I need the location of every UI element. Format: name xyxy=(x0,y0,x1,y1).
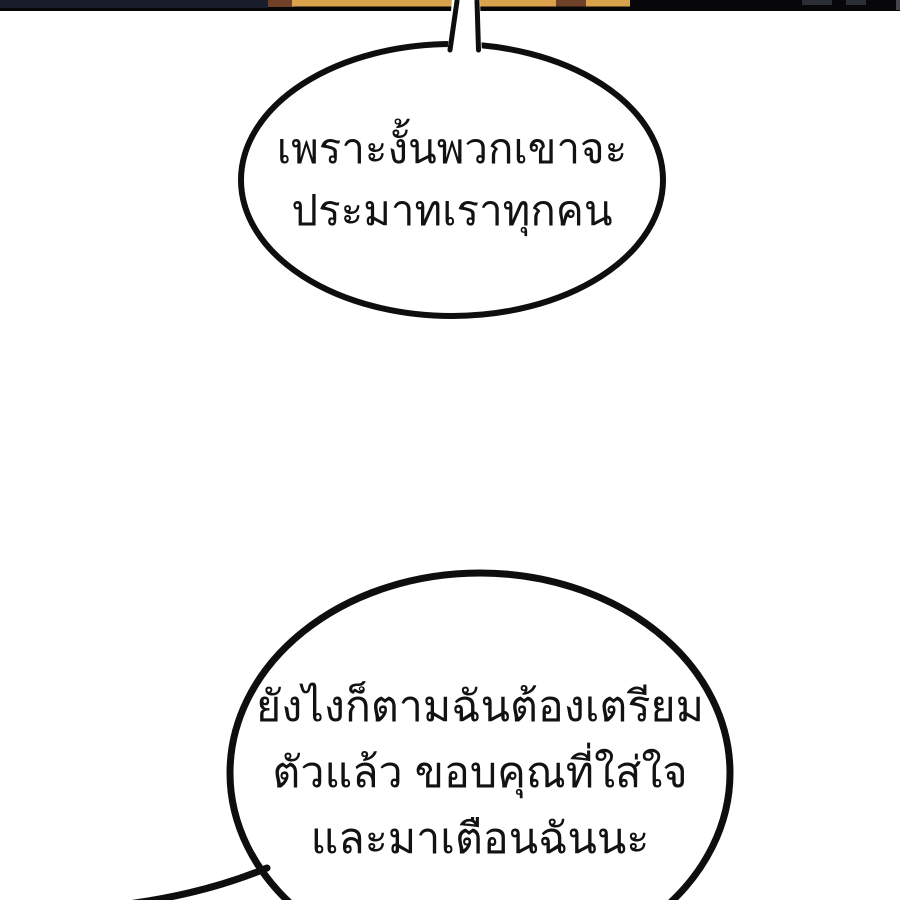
speech-text-line: ยังไงก็ตามฉันต้องเตรียม xyxy=(256,683,704,731)
strip-segment-gray-patch-2 xyxy=(846,0,866,5)
strip-segment-gold-right xyxy=(476,0,630,7)
speech-text-line: ประมาทเราทุกคน xyxy=(291,187,613,234)
strip-segment-gray-patch xyxy=(802,0,832,5)
tail-edge-right xyxy=(477,1,479,50)
speech-bubble-1-text xyxy=(242,48,662,312)
strip-segment-maroon-left xyxy=(268,0,294,7)
strip-segment-right-edge xyxy=(896,0,900,10)
strip-segment-navy xyxy=(0,0,268,8)
previous-panel-bottom-strip xyxy=(0,0,900,11)
speech-text-line: ตัวแล้ว ขอบคุณที่ใส่ใจ xyxy=(272,749,688,797)
strip-segment-gold-left xyxy=(292,0,456,7)
strip-segment-maroon-right xyxy=(556,0,586,7)
speech-text-line: และมาเตือนฉันนะ xyxy=(310,815,650,863)
speech-text-line: เพราะงั้นพวกเขาจะ xyxy=(276,125,628,172)
speech-bubble-2-text xyxy=(230,573,730,900)
